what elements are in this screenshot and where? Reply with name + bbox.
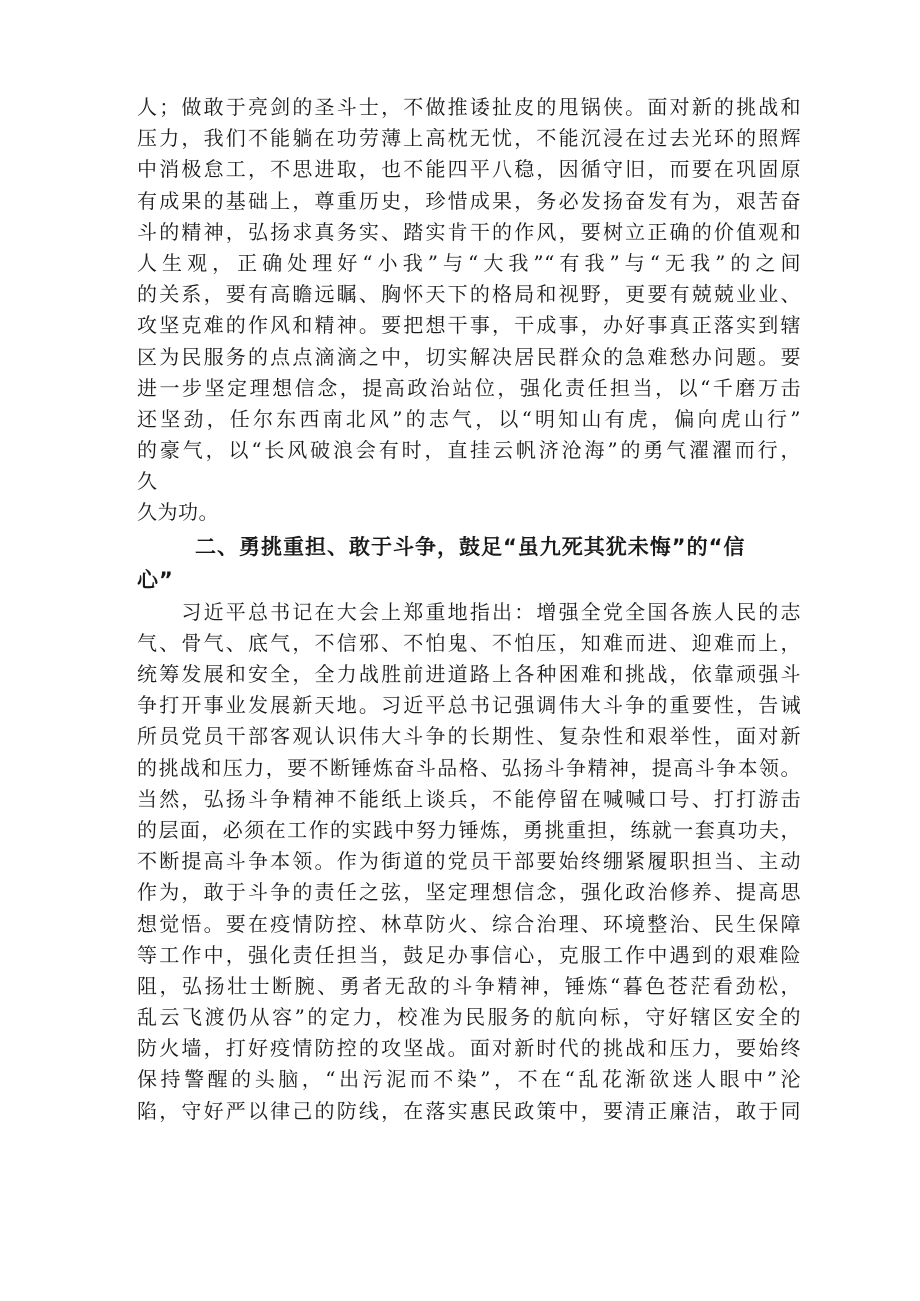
paragraph-2-line: 气、骨气、底气，不信邪、不怕鬼、不怕压，知难而进、迎难而上，: [137, 630, 801, 655]
paragraph-2-line: 作为，敢于斗争的责任之弦，坚定理想信念，强化政治修养、提高思: [137, 880, 801, 905]
paragraph-2: [137, 597, 801, 1127]
paragraph-1-line: 区为民服务的点点滴滴之中，切实解决居民群众的急难愁办问题。要: [137, 344, 801, 369]
paragraph-1-line: 攻坚克难的作风和精神。要把想干事，干成事，办好事真正落实到辖: [137, 313, 801, 338]
paragraph-1-line: 有成果的基础上，尊重历史，珍惜成果，务必发扬奋发有为，艰苦奋: [137, 188, 801, 213]
paragraph-1-line: 中消极怠工，不思进取，也不能四平八稳，因循守旧，而要在巩固原: [137, 157, 801, 182]
paragraph-2-line: 的层面，必须在工作的实践中努力锤炼，勇挑重担，练就一套真功夫，: [137, 817, 801, 842]
paragraph-2-line: 争打开事业发展新天地。习近平总书记强调伟大斗争的重要性，告诫: [137, 693, 801, 718]
paragraph-2-line: 保持警醒的头脑，“出污泥而不染”，不在“乱花渐欲迷人眼中”沦: [137, 1067, 801, 1092]
paragraph-1: [137, 92, 801, 529]
paragraph-1-line: 进一步坚定理想信念，提高政治站位，强化责任担当，以“千磨万击: [137, 375, 801, 400]
paragraph-2-line: 阻，弘扬壮士断腕、勇者无敌的斗争精神，锤炼“暮色苍茫看劲松，: [137, 973, 801, 998]
paragraph-1-line: 斗的精神，弘扬求真务实、踏实肯干的作风，要树立正确的价值观和: [137, 219, 801, 244]
paragraph-1-line: 还坚劲，任尔东西南北风”的志气，以“明知山有虎，偏向虎山行”: [137, 406, 801, 431]
section-heading-line: 二、勇挑重担、敢于斗争，鼓足“虽九死其犹未悔”的“信: [195, 534, 746, 559]
paragraph-2-line: 不断提高斗争本领。作为街道的党员干部要始终绷紧履职担当、主动: [137, 849, 801, 874]
paragraph-1-line: 久为功。: [137, 500, 219, 525]
paragraph-2-line: 防火墙，打好疫情防控的攻坚战。面对新时代的挑战和压力，要始终: [137, 1036, 801, 1061]
paragraph-2-line: 习近平总书记在大会上郑重地指出：增强全党全国各族人民的志: [137, 599, 801, 624]
document-page: [137, 92, 801, 1127]
paragraph-1-line: 久: [137, 469, 158, 494]
paragraph-1-line: 压力，我们不能躺在功劳薄上高枕无忧，不能沉浸在过去光环的照辉: [137, 126, 801, 151]
paragraph-2-line: 统筹发展和安全，全力战胜前进道路上各种困难和挑战，依靠顽强斗: [137, 662, 801, 686]
paragraph-2-line: 所员党员干部客观认识伟大斗争的长期性、复杂性和艰举性，面对新: [137, 724, 801, 749]
paragraph-1-line: 的关系，要有高瞻远瞩、胸怀天下的格局和视野，更要有兢兢业业、: [137, 282, 801, 307]
section-heading-2: [137, 531, 801, 597]
paragraph-2-line: 当然，弘扬斗争精神不能纸上谈兵，不能停留在喊喊口号、打打游击: [137, 786, 801, 811]
paragraph-2-line: 想觉悟。要在疫情防控、林草防火、综合治理、环境整治、民生保障: [137, 911, 801, 936]
paragraph-2-line: 等工作中，强化责任担当，鼓足办事信心，克服工作中遇到的艰难险: [137, 942, 801, 967]
paragraph-2-line: 乱云飞渡仍从容”的定力，校准为民服务的航向标，守好辖区安全的: [137, 1005, 801, 1030]
paragraph-2-line: 的挑战和压力，要不断锤炼奋斗品格、弘扬斗争精神，提高斗争本领。: [137, 755, 801, 780]
paragraph-2-line: 陷，守好严以律己的防线，在落实惠民政策中，要清正廉洁，敢于同: [137, 1098, 801, 1123]
paragraph-1-line: 人；做敢于亮剑的圣斗士，不做推诿扯皮的甩锅侠。面对新的挑战和: [137, 95, 801, 119]
section-heading-line: 心”: [137, 567, 174, 592]
paragraph-1-line: 人生观，正确处理好“小我”与“大我”“有我”与“无我”的之间: [137, 250, 801, 275]
paragraph-1-line: 的豪气，以“长风破浪会有时，直挂云帆济沧海”的勇气濯濯而行，: [137, 438, 801, 463]
